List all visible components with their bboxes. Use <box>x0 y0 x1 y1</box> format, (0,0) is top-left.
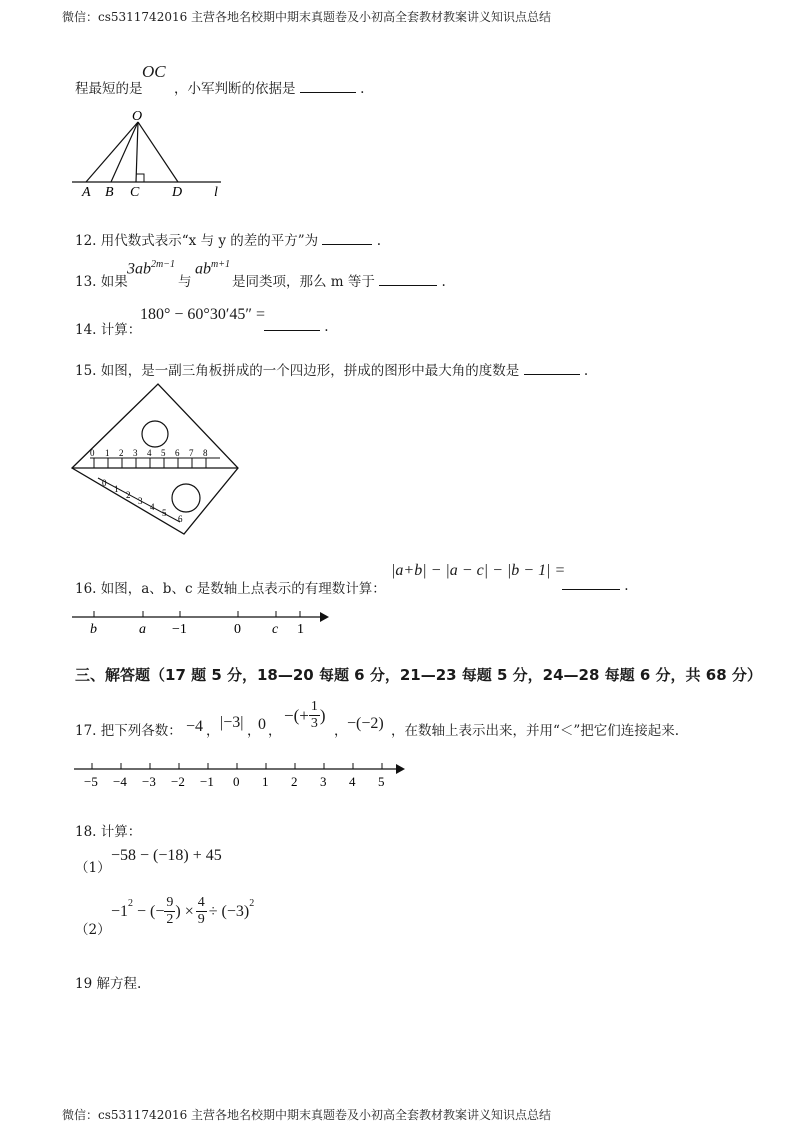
q14-prefix: 14. 计算： <box>75 322 142 338</box>
ruler-top-7: 7 <box>189 448 194 458</box>
q18-p2-den1: 2 <box>166 912 174 927</box>
tick-label-neg2: −2 <box>171 774 185 789</box>
ruler-bottom-2: 2 <box>126 490 131 500</box>
q16-number-line <box>68 606 332 636</box>
q18-p2-d-exp: 2 <box>249 898 255 909</box>
q11-math: OC <box>142 62 166 81</box>
ruler-bottom-3: 3 <box>138 496 143 506</box>
tick-label-5: 5 <box>378 774 385 789</box>
q13-term2-exp: m+1 <box>211 259 230 270</box>
q13-mid: 与 <box>178 274 192 290</box>
ruler-top-5: 5 <box>161 448 166 458</box>
ruler-top-2: 2 <box>119 448 124 458</box>
q18-p2-a-exp: 2 <box>128 898 134 909</box>
axis-label-0: 0 <box>234 622 241 636</box>
ruler-top-1: 1 <box>105 448 110 458</box>
q17-n4 <box>284 700 326 731</box>
ruler-bottom-1: 1 <box>114 484 119 494</box>
quadrilateral <box>72 384 238 534</box>
ruler-bottom-4: 4 <box>150 502 155 512</box>
q18-p2-d: ÷ (−3) <box>208 902 250 920</box>
q16-expr: |a+b| − |a − c| − |b − 1| = <box>391 562 566 579</box>
q11-figure <box>66 108 236 200</box>
segment-OA <box>86 122 138 182</box>
q15-answer-blank[interactable] <box>524 362 580 375</box>
section-title: 三、解答题（17 题 5 分，18—20 每题 6 分，21—23 每题 5 分，24—28 每题 6 分，共 68 分） <box>75 666 762 684</box>
label-D: D <box>172 185 183 200</box>
q18-p2-label: （2） <box>75 922 111 938</box>
tick-label-neg1: −1 <box>200 774 214 789</box>
q17-sep4: ， <box>334 723 348 739</box>
ruler-bottom-6: 6 <box>178 514 183 524</box>
segment-OB <box>111 122 138 182</box>
q17-ticks <box>92 763 382 769</box>
tick-label-neg3: −3 <box>142 774 156 789</box>
q17-prefix: 17. 把下列各数： <box>75 723 182 739</box>
q16-answer-blank[interactable] <box>562 577 620 590</box>
segment-OD <box>138 122 178 182</box>
q16-text: 16. 如图，a、b、c 是数轴上点表示的有理数计算： <box>75 581 386 597</box>
q17-n4-den: 3 <box>310 716 318 731</box>
q18-p1-label: （1） <box>75 860 111 876</box>
q11-answer-blank[interactable] <box>300 80 356 93</box>
q15-figure <box>68 382 244 542</box>
q16-end: . <box>624 578 629 594</box>
q18-p1-expr: −58 − (−18) + 45 <box>111 847 222 864</box>
q12-end: . <box>376 233 382 249</box>
tick-label-4: 4 <box>349 774 356 789</box>
axis-label-b: b <box>90 622 97 636</box>
q13-suffix: 是同类项，那么 m 等于 <box>232 274 375 290</box>
label-O: O <box>132 109 143 124</box>
axis-label-1: 1 <box>297 622 304 636</box>
q17-sep1: ， <box>206 723 220 739</box>
axis-label-a: a <box>139 622 146 636</box>
q17-n4-fraction <box>309 700 320 731</box>
label-C: C <box>130 185 140 200</box>
q11-text-before: 程最短的是 <box>75 81 143 97</box>
q18-p2-expr <box>111 896 254 927</box>
q18-p2-b: − (− <box>133 902 165 920</box>
ruler-top-6: 6 <box>175 448 180 458</box>
q17-n4-pre: −(+ <box>284 705 309 725</box>
tick-label-neg5: −5 <box>84 774 98 789</box>
q14-answer <box>264 318 329 335</box>
right-angle-mark <box>136 174 144 182</box>
q17-n4-post: ) <box>319 705 326 725</box>
q13-term2-base: ab <box>195 260 211 278</box>
page-footer: 微信：cs5311742016 主营各地名校期中期末真题卷及小初高全套教材教案讲义知识点总结 <box>62 1108 552 1122</box>
q11-text-after: ，小军判断的依据是 <box>174 81 296 97</box>
q12 <box>75 229 381 249</box>
ruler-bottom-0: 0 <box>102 478 107 488</box>
q17-n2: |−3| <box>220 714 244 731</box>
q17-suffix: ，在数轴上表示出来，并用“＜”把它们连接起来. <box>391 723 680 739</box>
axis-label-neg1: −1 <box>172 622 187 636</box>
label-l: l <box>214 185 218 200</box>
q18-p2-den2: 9 <box>197 912 205 927</box>
q18-p2-fraction1 <box>164 896 175 927</box>
top-triangle-hole <box>142 421 168 447</box>
tick-label-0: 0 <box>233 774 240 789</box>
q13-term2 <box>195 259 230 278</box>
ruler-top-8: 8 <box>203 448 208 458</box>
q16-answer <box>562 577 629 594</box>
q13-prefix: 13. 如果 <box>75 274 128 290</box>
q11-end: . <box>360 81 365 97</box>
q17-n4-num: 1 <box>310 699 318 714</box>
q17-n5: −(−2) <box>347 715 384 732</box>
ruler-top-3: 3 <box>133 448 138 458</box>
q13-term1-exp: 2m−1 <box>151 259 175 270</box>
q18-p2-num1: 9 <box>166 895 174 910</box>
q17-sep2: ， <box>247 723 261 739</box>
arrow-icon <box>396 764 405 774</box>
q17-n1: −4 <box>186 718 204 735</box>
q14-expr: 180° − 60°30′45″ = <box>140 306 266 323</box>
axis-label-c: c <box>272 622 279 636</box>
q18-p2-a: −1 <box>111 902 129 920</box>
q13-term1 <box>127 259 175 278</box>
q13-rest <box>232 270 446 290</box>
label-A: A <box>82 185 91 200</box>
q14-answer-blank[interactable] <box>264 318 320 331</box>
q12-answer-blank[interactable] <box>322 232 372 245</box>
q18-p2-num2: 4 <box>197 895 205 910</box>
q15-end: . <box>583 363 589 379</box>
label-B: B <box>105 185 114 200</box>
tick-label-3: 3 <box>320 774 327 789</box>
arrow-icon <box>320 612 329 622</box>
tick-label-neg4: −4 <box>113 774 127 789</box>
q11-after <box>174 77 364 97</box>
page-header: 微信：cs5311742016 主营各地名校期中期末真题卷及小初高全套教材教案讲义知识点总结 <box>62 10 552 24</box>
bottom-triangle-hole <box>172 484 200 512</box>
ruler-top-4: 4 <box>147 448 152 458</box>
segment-OC <box>136 122 138 182</box>
tick-label-1: 1 <box>262 774 269 789</box>
q11-line <box>75 77 143 97</box>
q18-p2-c: ) × <box>175 902 194 920</box>
ruler-bottom-5: 5 <box>162 508 167 518</box>
q17-sep3: ， <box>268 723 282 739</box>
q17-number-line <box>70 758 410 792</box>
q13-term1-base: 3ab <box>127 260 151 278</box>
q17-n3: 0 <box>258 716 266 733</box>
ruler-top-0: 0 <box>90 448 95 458</box>
q15 <box>75 359 588 379</box>
q18-title: 18. 计算： <box>75 824 142 840</box>
q13-answer-blank[interactable] <box>379 273 437 286</box>
q14-end: . <box>324 319 329 335</box>
q13-end: . <box>441 274 446 290</box>
q18-p2-fraction2 <box>196 896 207 927</box>
q12-text: 12. 用代数式表示“x 与 y 的差的平方”为 <box>75 233 319 249</box>
q15-text: 15. 如图，是一副三角板拼成的一个四边形，拼成的图形中最大角的度数是 <box>75 363 520 379</box>
q19-text: 19 解方程. <box>75 976 142 992</box>
tick-label-2: 2 <box>291 774 298 789</box>
